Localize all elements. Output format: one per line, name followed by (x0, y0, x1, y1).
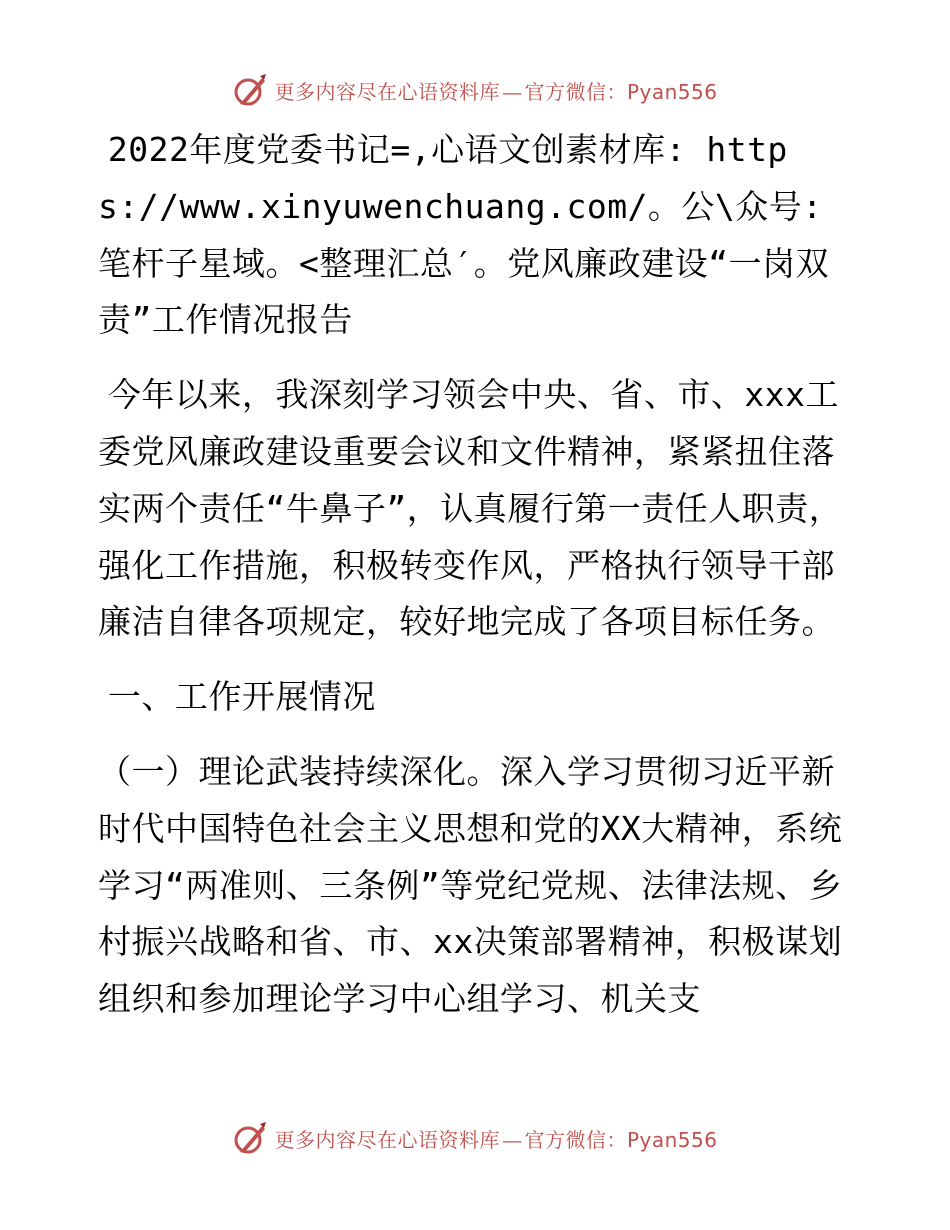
watermark-wechat: 官方微信：Pyan556 (524, 79, 718, 104)
watermark-text (274, 76, 717, 105)
section-heading: 一、工作开展情况 (107, 677, 376, 717)
intro-paragraph: 今年以来，我深刻学习领会中央、省、市、xxx工委党风廉政建设重要会议和文件精神，紧紧扭住落实两个责任“牛鼻子”，认真履行第一责任人职责，强化工作措施，积极转变作风，严格执行领导干部廉洁自律各项规定，较好地完成了各项目标任务。 (98, 375, 843, 642)
quill-logo-icon (232, 72, 268, 108)
document-body (98, 122, 858, 1028)
watermark-banner-top (0, 70, 950, 110)
watermark-banner-bottom (0, 1118, 950, 1158)
quill-logo-icon (232, 1120, 268, 1156)
watermark-wechat: 官方微信：Pyan556 (524, 1127, 718, 1152)
watermark-dash: — (501, 79, 523, 104)
watermark-dash: — (501, 1127, 523, 1152)
document-title: 2022年度党委书记=,心语文创素材库: https://www.xinyuwenchuang.com/。公\众号: 笔杆子星域。<整理汇总′。党风廉政建设“一岗双责”工作情况报告 (98, 130, 830, 340)
watermark-slogan: 更多内容尽在心语资料库 (274, 79, 500, 104)
watermark-text (274, 1124, 717, 1153)
section-item-paragraph: （一）理论武装持续深化。深入学习贯彻习近平新时代中国特色社会主义思想和党的XX大精神，系统学习“两准则、三条例”等党纪党规、法律法规、乡村振兴战略和省、市、xx决策部署精神，积极谋划组织和参加理论学习中心组学习、机关支 (98, 751, 843, 1019)
watermark-slogan: 更多内容尽在心语资料库 (274, 1127, 500, 1152)
